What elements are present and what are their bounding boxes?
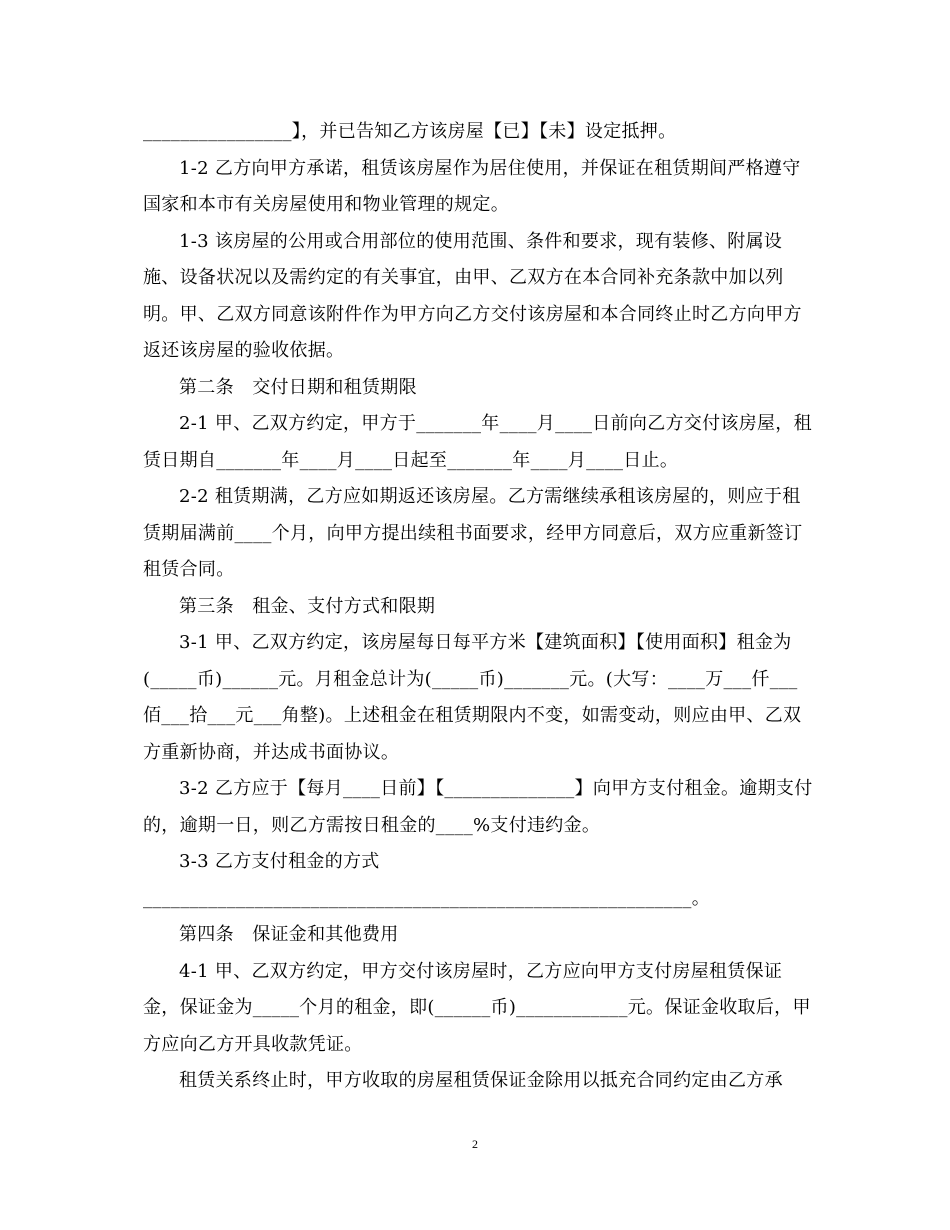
paragraph-3-3: 3-3 乙方支付租金的方式 xyxy=(179,851,380,872)
article-3-heading: 第三条 租金、支付方式和限期 xyxy=(179,595,436,617)
paragraph-mortgage-notice: ________________】，并已告知乙方该房屋【已】【未】设定抵押。 xyxy=(143,121,677,142)
paragraph-4-1: 4-1 甲、乙双方约定，甲方交付该房屋时，乙方应向甲方支付房屋租赁保证金，保证金为_____个月的租金，即(______币)____________元。保证金收取后，甲方应向乙方开具收款凭证。 xyxy=(143,960,811,1055)
paragraph-1-2: 1-2 乙方向甲方承诺，租赁该房屋作为居住使用，并保证在租赁期间严格遵守国家和本市有关房屋使用和物业管理的规定。 xyxy=(143,157,801,215)
payment-method-blank-line: ___________________________________________________________。 xyxy=(143,887,710,909)
page-number: 2 xyxy=(472,1137,478,1151)
article-4-heading: 第四条 保证金和其他费用 xyxy=(179,924,399,945)
document-body xyxy=(143,114,813,1100)
paragraph-3-1: 3-1 甲、乙双方约定，该房屋每日每平方米【建筑面积】【使用面积】租金为(_____币)______元。月租金总计为(_____币)_______元。(大写：____万___仟___佰___拾___元___角整)。上述租金在租赁期限内不变，如需变动，则应由甲、乙双方重新协商，并达成书面协议。 xyxy=(143,632,802,763)
paragraph-deposit-termination: 租赁关系终止时，甲方收取的房屋租赁保证金除用以抵充合同约定由乙方承 xyxy=(179,1070,783,1091)
paragraph-2-1: 2-1 甲、乙双方约定，甲方于_______年____月____日前向乙方交付该房屋，租赁日期自_______年____月____日起至_______年____月____日止。 xyxy=(143,413,812,471)
paragraph-3-2: 3-2 乙方应于【每月____日前】【______________】向甲方支付租金。逾期支付的，逾期一日，则乙方需按日租金的____%支付违约金。 xyxy=(143,778,813,836)
paragraph-2-2: 2-2 租赁期满，乙方应如期返还该房屋。乙方需继续承租该房屋的，则应于租赁期届满前____个月，向甲方提出续租书面要求，经甲方同意后，双方应重新签订租赁合同。 xyxy=(143,486,803,580)
paragraph-1-3: 1-3 该房屋的公用或合用部位的使用范围、条件和要求，现有装修、附属设施、设备状况以及需约定的有关事宜，由甲、乙双方在本合同补充条款中加以列明。甲、乙双方同意该附件作为甲方向乙方交付该房屋和本合同终止时乙方向甲方返还该房屋的验收依据。 xyxy=(143,230,802,361)
article-2-heading: 第二条 交付日期和租赁期限 xyxy=(179,376,417,398)
